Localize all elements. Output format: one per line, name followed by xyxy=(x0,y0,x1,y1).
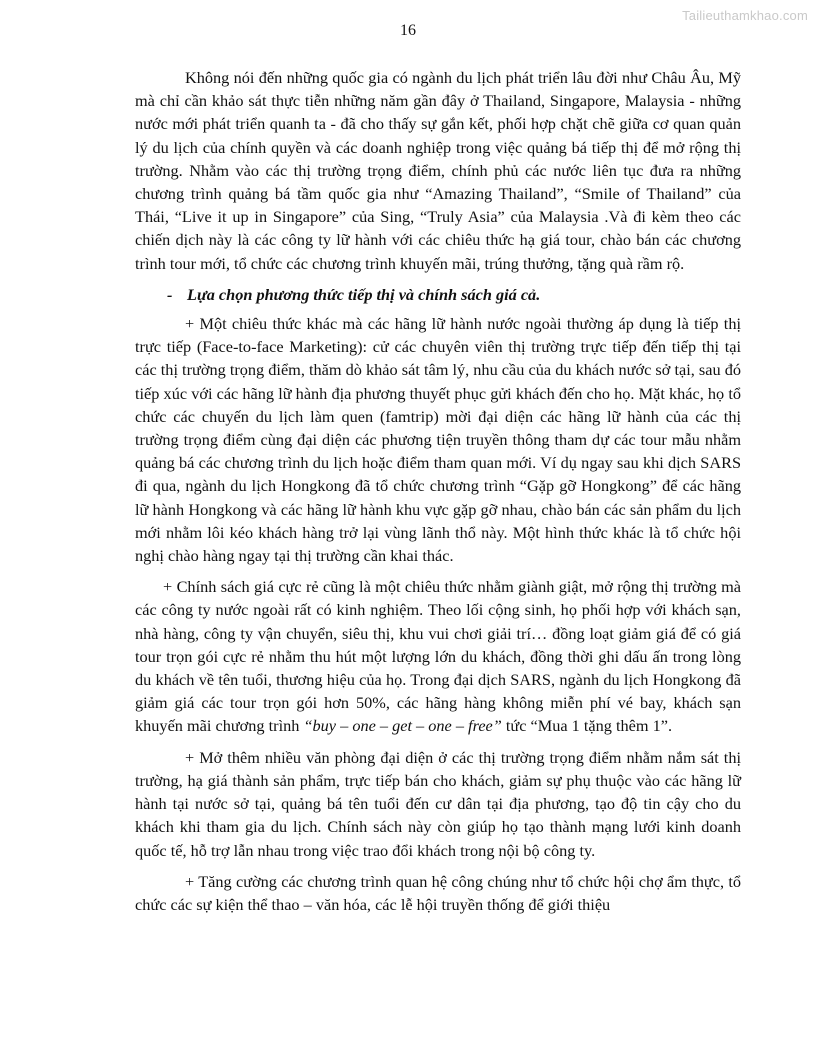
document-body xyxy=(135,66,741,924)
pricing-text: + Chính sách giá cực rẻ cũng là một chiêu thức nhằm giành giật, mở rộng thị trường mà các công ty nước ngoài rất có kinh nghiệm. Theo lối cộng sinh, họ phối hợp với khách sạn, nhà hàng, công ty vận chuyển, siêu thị, khu vui chơi giải trí… đồng loạt giảm giá để có giá tour trọn gói cực rẻ nhằm thu hút một lượng lớn du khách, đồng thời ghi dấu ấn trong lòng du khách về tên tuổi, thương hiệu của họ. Trong đại dịch SARS, ngành du lịch Hongkong đã giảm giá các tour trọn gói hơn 50%, các hãng hàng không miễn phí vé bay, khách sạn khuyến mãi chương trình xyxy=(135,577,741,736)
paragraph-direct-marketing: + Một chiêu thức khác mà các hãng lữ hành nước ngoài thường áp dụng là tiếp thị trực tiếp (Face-to-face Marketing): cử các chuyên viên thị trường trực tiếp đến tiếp thị tại các thị trường trọng điểm, thăm dò khảo sát tâm lý, nhu cầu của du khách nước sở tại, sau đó tiếp xúc với các hãng lữ hành địa phương thuyết phục gửi khách đến cho họ. Mặt khác, họ tổ chức các chuyến du lịch làm quen (famtrip) mời đại diện các hãng lữ hành của các thị trường trọng điểm cùng đại diện các phương tiện truyền thông tham dự các tour mẫu nhằm quảng bá các chương trình du lịch hoặc điểm tham quan mới. Ví dụ ngay sau khi dịch SARS đi qua, ngành du lịch Hongkong đã tổ chức chương trình “Gặp gỡ Hongkong” để các hãng lữ hành Hongkong và các hãng lữ hành khu vực gặp gỡ nhau, chào bán các sản phẩm du lịch mới nhằm lôi kéo khách hàng trở lại vùng lãnh thổ này. Một hình thức khác là tổ chức hội nghị chào hàng ngay tại thị trường cần khai thác. xyxy=(135,314,741,566)
page-number: 16 xyxy=(400,22,416,39)
heading-text: Lựa chọn phương thức tiếp thị và chính sách giá cả. xyxy=(187,284,541,304)
paragraph-intro: Không nói đến những quốc gia có ngành du lịch phát triển lâu đời như Châu Âu, Mỹ mà chỉ cần khảo sát thực tiễn những năm gần đây ở Thailand, Singapore, Malaysia - những nước mới phát triển quanh ta - đã cho thấy sự gắn kết, phối hợp chặt chẽ giữa cơ quan quản lý du lịch của chính quyền và các doanh nghiệp trong việc quảng bá tiếp thị để mở rộng thị trường. Nhằm vào các thị trường trọng điểm, chính phủ các nước liên tục đưa ra những chương trình quảng bá tầm quốc gia như “Amazing Thailand”, “Smile of Thailand” của Thái, “Live it up in Singapore” của Sing, “Truly Asia” của Malaysia .Và đi kèm theo các chiến dịch này là các công ty lữ hành với các chiêu thức hạ giá tour, chào bán các chương trình tour mới, tổ chức các chương trình khuyến mãi, trúng thưởng, tặng quà rầm rộ. xyxy=(135,68,741,273)
heading-dash: - xyxy=(167,284,173,304)
paragraph-pr: + Tăng cường các chương trình quan hệ công chúng như tổ chức hội chợ ẩm thực, tổ chức các sự kiện thể thao – văn hóa, các lễ hội truyền thống để giới thiệu xyxy=(135,871,741,914)
pricing-tail: tức “Mua 1 tặng thêm 1”. xyxy=(501,716,673,736)
paragraph-pricing xyxy=(135,575,741,737)
paragraph-offices: + Mở thêm nhiều văn phòng đại diện ở các thị trường trọng điểm nhằm nắm sát thị trường, hạ giá thành sản phẩm, trực tiếp bán cho khách, giảm sự phụ thuộc vào các hãng lữ hành tại nước sở tại, quảng bá tên tuổi đến cư dân tại địa phương, tạo độ tin cậy cho du khách khi tham gia du lịch. Chính sách này còn giúp họ tạo thành mạng lưới kinh doanh quốc tế, hỗ trợ lẫn nhau trong việc trao đổi khách trong nội bộ công ty. xyxy=(135,747,741,860)
section-heading xyxy=(135,283,741,306)
promo-italic: “buy – one – get – one – free” xyxy=(303,716,502,736)
watermark: Tailieuthamkhao.com xyxy=(682,8,808,23)
